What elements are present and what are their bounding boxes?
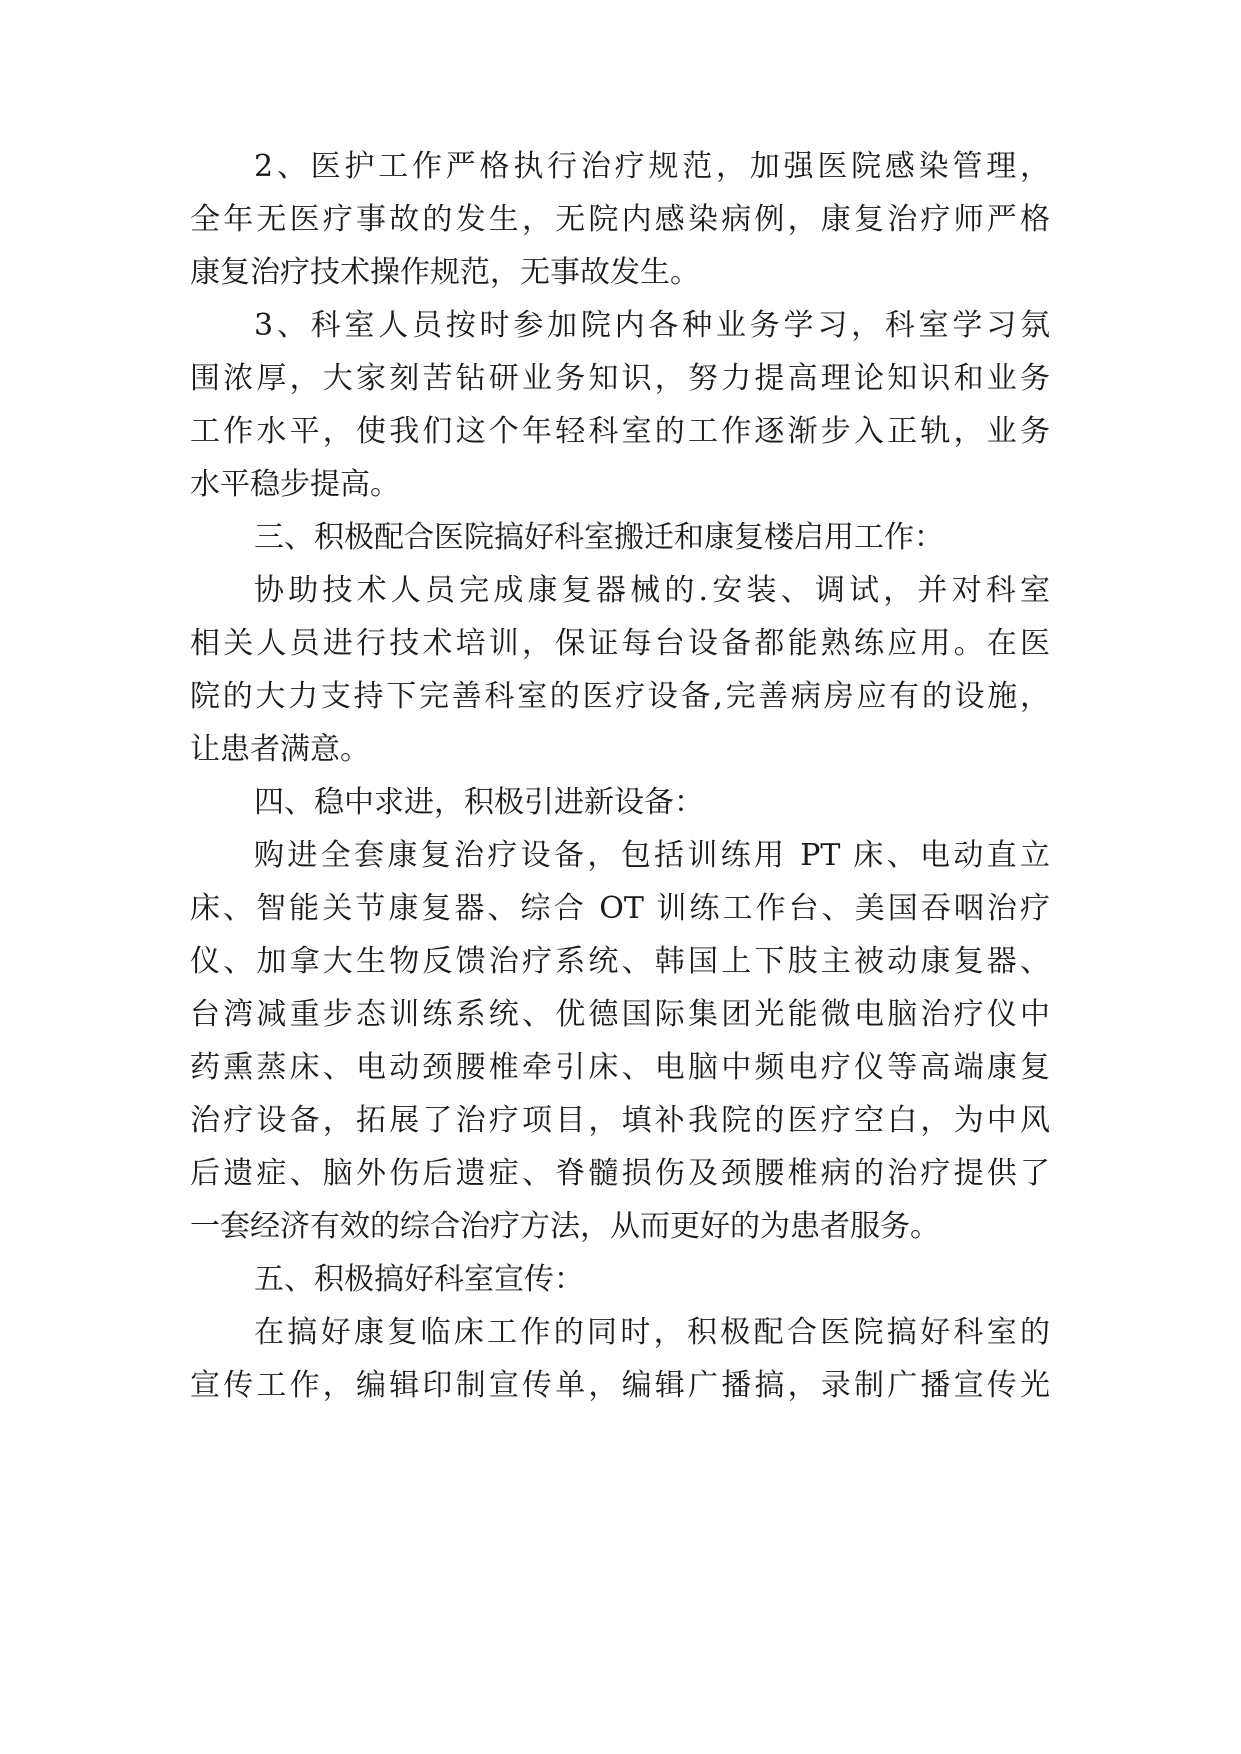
text-line: 康复治疗技术操作规范，无事故发生。 [190,255,700,290]
text-line: 床、智能关节康复器、综合 OT 训练工作台、美国吞咽治疗 [190,891,1050,926]
text-line: 购进全套康复治疗设备，包括训练用 PT 床、电动直立 [254,838,1050,873]
text-line: 3、科室人员按时参加院内各种业务学习，科室学习氛 [254,308,1050,343]
text-line: 仪、加拿大生物反馈治疗系统、韩国上下肢主被动康复器、 [190,944,1050,979]
text-line: 院的大力支持下完善科室的医疗设备,完善病房应有的设施， [190,679,1050,714]
text-line: 药熏蒸床、电动颈腰椎牵引床、电脑中频电疗仪等高端康复 [190,1050,1050,1085]
text-line: 一套经济有效的综合治疗方法，从而更好的为患者服务。 [190,1209,940,1244]
section-heading: 五、积极搞好科室宣传： [254,1262,584,1297]
text-line: 协助技术人员完成康复器械的.安装、调试，并对科室 [254,573,1050,608]
text-line: 水平稳步提高。 [190,467,400,502]
text-line: 治疗设备，拓展了治疗项目，填补我院的医疗空白，为中风 [190,1103,1050,1138]
section-heading: 四、稳中求进，积极引进新设备： [254,785,704,820]
text-line: 围浓厚，大家刻苦钻研业务知识，努力提高理论知识和业务 [190,361,1050,396]
text-line: 后遗症、脑外伤后遗症、脊髓损伤及颈腰椎病的治疗提供了 [190,1156,1050,1191]
text-line: 让患者满意。 [190,732,370,767]
text-line: 工作水平，使我们这个年轻科室的工作逐渐步入正轨，业务 [190,414,1050,449]
text-line: 在搞好康复临床工作的同时，积极配合医院搞好科室的 [254,1315,1050,1350]
text-line: 2、医护工作严格执行治疗规范，加强医院感染管理， [254,149,1050,184]
text-line: 宣传工作，编辑印制宣传单，编辑广播搞，录制广播宣传光 [190,1368,1050,1403]
text-line: 相关人员进行技术培训，保证每台设备都能熟练应用。在医 [190,626,1050,661]
section-heading: 三、积极配合医院搞好科室搬迁和康复楼启用工作： [254,520,944,555]
text-line: 全年无医疗事故的发生，无院内感染病例，康复治疗师严格 [190,202,1050,237]
text-line: 台湾减重步态训练系统、优德国际集团光能微电脑治疗仪中 [190,997,1050,1032]
